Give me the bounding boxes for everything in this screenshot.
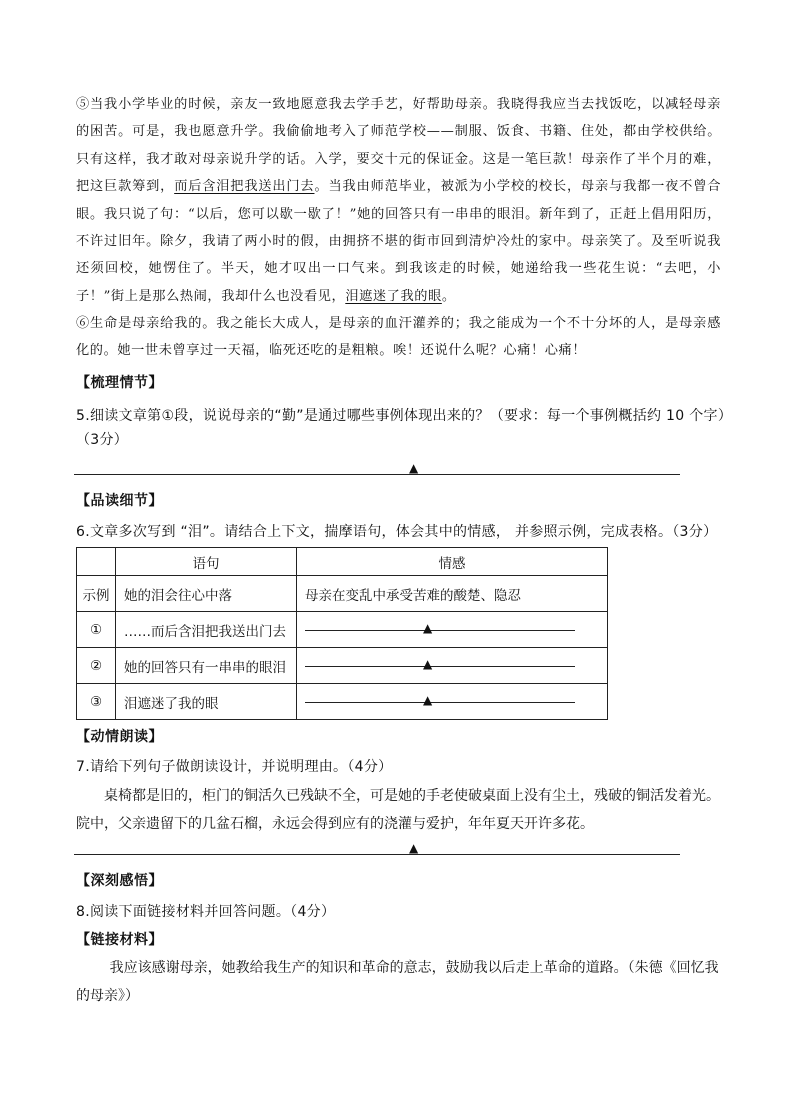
question-7: 7.请给下列句子做朗读设计，并说明理由。（4分）	[76, 759, 393, 775]
row-label: ③	[77, 684, 116, 720]
answer-marker-triangle: ▲	[423, 621, 433, 635]
underlined-sentence-1: 而后含泪把我送出门去	[174, 179, 315, 195]
emotion-table	[76, 547, 608, 720]
underlined-sentence-2: 泪遮迷了我的眼	[345, 288, 442, 304]
row-sentence: ……而后含泪把我送出门去	[116, 612, 297, 648]
row-label: ②	[77, 648, 116, 684]
row-sentence: 她的泪会往心中落	[116, 576, 297, 612]
row-emotion-blank[interactable]	[297, 648, 608, 684]
table-row	[77, 576, 608, 612]
answer-marker-triangle: ▲	[409, 841, 419, 855]
passage-paragraph-6: ⑥生命是母亲给我的。我之能长大成人，是母亲的血汗灌养的；我之能成为一个不十分坏的人，是母亲感化的。她一世未曾享过一天福，临死还吃的是粗粮。唉！还说什么呢？心痛！心痛！	[76, 316, 721, 359]
row-label: 示例	[77, 576, 116, 612]
table-row	[77, 612, 608, 648]
question-5: 5.细读文章第①段，说说母亲的“勤”是通过哪些事例体现出来的？（要求：每一个事例概括约 10 个字）（3分）	[76, 408, 726, 448]
table-row	[77, 684, 608, 720]
question-6: 6.文章多次写到 “泪”。请结合上下文，揣摩语句，体会其中的情感， 并参照示例，完成表格。（3分）	[76, 524, 718, 540]
link-material-title: 【链接材料】	[76, 932, 163, 948]
answer-line	[305, 702, 575, 703]
row-sentence: 她的回答只有一串串的眼泪	[116, 648, 297, 684]
table-header-cell: 情感	[297, 548, 608, 576]
table-header-row	[77, 548, 608, 576]
section-heading-insight: 【深刻感悟】	[76, 873, 163, 889]
question-8: 8.阅读下面链接材料并回答问题。（4分）	[76, 904, 336, 920]
section-heading-reading: 【动情朗读】	[76, 729, 163, 745]
row-emotion: 母亲在变乱中承受苦难的酸楚、隐忍	[297, 576, 608, 612]
row-sentence: 泪遮迷了我的眼	[116, 684, 297, 720]
row-label: ①	[77, 612, 116, 648]
answer-marker-triangle: ▲	[423, 657, 433, 671]
row-emotion-blank[interactable]	[297, 684, 608, 720]
passage-paragraph-5	[76, 91, 721, 310]
answer-marker-triangle: ▲	[423, 693, 433, 707]
answer-line	[305, 630, 575, 631]
row-emotion-blank[interactable]	[297, 612, 608, 648]
paragraph-5-text-a: ⑤当我小学毕业的时候，亲友一致地愿意我去学手艺，好帮助母亲。我晓得我应当去找饭吃，以减轻母亲的困苦。可是，我也愿意升学。我偷偷地考入了师范学校——制服、饭食、书籍、住处，都由学校供给。只有这样，我才敢对母亲说升学的话。入学，要交十元的保证金。这是一笔巨款！母亲作了半个月的难，把这巨款筹到，	[76, 97, 721, 195]
answer-line-q5[interactable]	[74, 474, 680, 475]
answer-marker-triangle: ▲	[409, 461, 419, 475]
table-header-cell	[77, 548, 116, 576]
paragraph-5-text-c: 。	[441, 288, 456, 304]
section-heading-plot: 【梳理情节】	[76, 375, 163, 391]
link-material-body: 我应该感谢母亲，她教给我生产的知识和革命的意志，鼓励我以后走上革命的道路。（朱德《回忆我的母亲》）	[76, 960, 719, 1004]
paragraph-5-text-b: 。当我由师范毕业，被派为小学校的校长，母亲与我都一夜不曾合眼。我只说了句：“以后，您可以歇一歇了！”她的回答只有一串串的眼泪。新年到了，正赶上倡用阳历，不许过旧年。除夕，我请了两小时的假，由拥挤不堪的街市回到清炉冷灶的家中。母亲笑了。及至听说我还须回校，她愣住了。半天，她才叹出一口气来。到我该走的时候，她递给我一些花生说：“去吧，小子！”街上是那么热闹，我却什么也没看见，	[76, 179, 722, 304]
table-row	[77, 648, 608, 684]
section-heading-details: 【品读细节】	[76, 493, 163, 509]
table-header-cell: 语句	[116, 548, 297, 576]
question-7-passage: 桌椅都是旧的，柜门的铜活久已残缺不全，可是她的手老使破桌面上没有尘土，残破的铜活发着光。院中，父亲遗留下的几盆石榴，永远会得到应有的浇灌与爱护，年年夏天开许多花。	[76, 788, 720, 832]
answer-line-q7[interactable]	[74, 854, 680, 855]
answer-line	[305, 666, 575, 667]
